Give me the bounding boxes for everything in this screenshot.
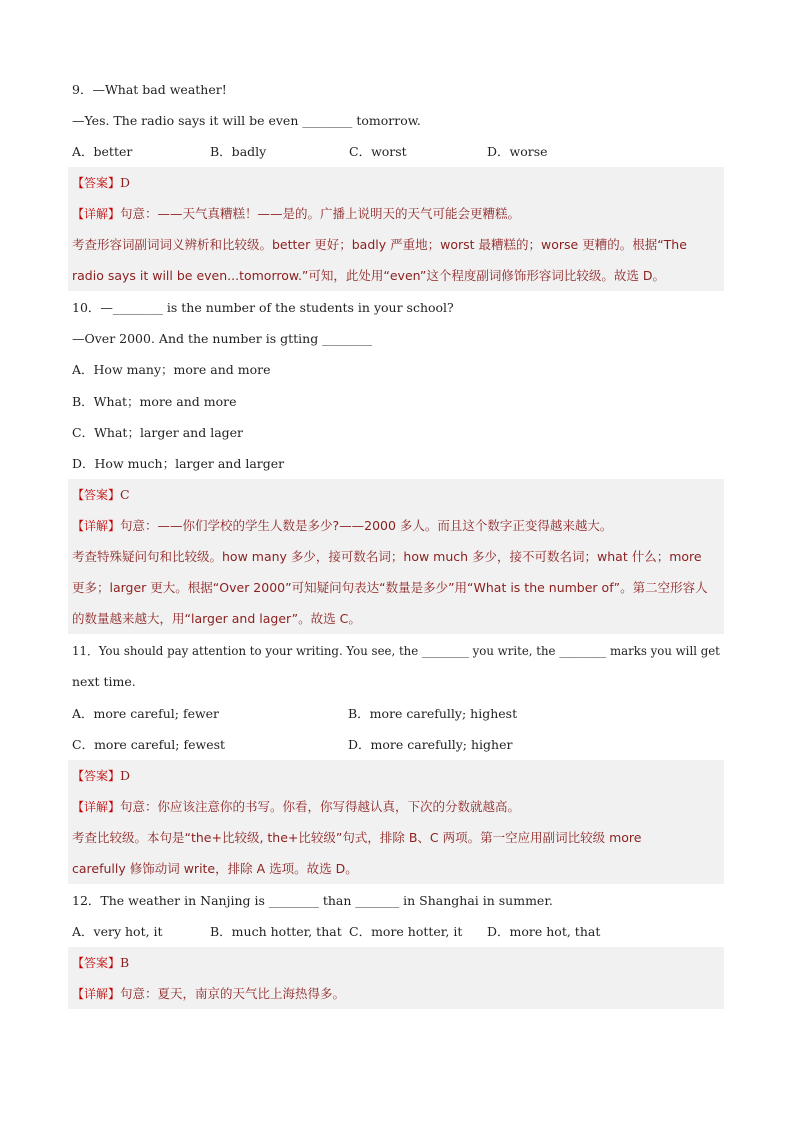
q12-answer-box [68, 947, 724, 1009]
q10-detail-3: 更多；larger 更大。根据“Over 2000”可知疑问句表达“数量是多少”用“What is the number of”。第二空形容人 [72, 580, 708, 595]
q10-option-a: A．How many；more and more [72, 362, 271, 377]
q11-answer: D [120, 768, 131, 783]
q9-detail-2: 考查形容词副词词义辨析和比较级。better 更好；badly 严重地；worst 最糟糕的；worse 更糟的。根据“The [72, 237, 687, 252]
q11-option-d: D．more carefully; higher [348, 737, 513, 752]
q11-option-c: C．more careful; fewest [72, 737, 226, 752]
q9-option-d: D．worse [487, 144, 548, 159]
q9-option-c: C．worst [349, 144, 407, 159]
q12-option-a: A．very hot, it [72, 924, 163, 939]
answer-tag: 【答案】 [72, 956, 121, 970]
q10-option-b: B．What；more and more [72, 394, 237, 409]
q10-answer: C [120, 487, 130, 502]
q9-option-a: A．better [72, 144, 133, 159]
q10-answer-line [72, 487, 130, 503]
q11-detail-1: 句意：你应该注意你的书写。你看，你写得越认真，下次的分数就越高。 [120, 799, 521, 814]
q10-option-c: C．What；larger and lager [72, 425, 244, 440]
q9-line2: —Yes. The radio says it will be even ________ tomorrow. [72, 113, 421, 128]
detail-tag: 【详解】 [72, 987, 121, 1001]
answer-tag: 【答案】 [72, 176, 121, 190]
q9-answer: D [120, 175, 131, 190]
answer-tag: 【答案】 [72, 488, 121, 502]
detail-tag: 【详解】 [72, 800, 121, 814]
q10-detail-1: 句意：——你们学校的学生人数是多少?——2000 多人。而且这个数字正变得越来越大。 [120, 518, 613, 533]
detail-tag: 【详解】 [72, 207, 121, 221]
q12-option-c: C．more hotter, it [349, 924, 463, 939]
q12-option-d: D．more hot, that [487, 924, 601, 939]
q9-detail-line [72, 206, 520, 222]
answer-tag: 【答案】 [72, 769, 121, 783]
q10-detail-2: 考查特殊疑问句和比较级。how many 多少，接可数名词；how much 多少，接不可数名词；what 什么；more [72, 549, 702, 564]
q9-detail-3: radio says it will be even...tomorrow.”可知，此处用“even”这个程度副词修饰形容词比较级。故选 D。 [72, 268, 665, 283]
q11-answer-line [72, 768, 130, 784]
q9-stem: 9．—What bad weather! [72, 82, 227, 97]
q10-answer-box [68, 479, 724, 634]
q12-answer: B [120, 955, 130, 970]
q11-detail-3: carefully 修饰动词 write，排除 A 选项。故选 D。 [72, 861, 358, 876]
q12-stem: 12．The weather in Nanjing is ________ than _______ in Shanghai in summer. [72, 893, 553, 908]
q10-detail-4: 的数量越来越大，用“larger and lager”。故选 C。 [72, 611, 361, 626]
q9-answer-box [68, 167, 724, 291]
q11-detail-line [72, 799, 520, 815]
q12-answer-line [72, 955, 129, 971]
q10-stem: 10．—________ is the number of the students in your school? [72, 300, 454, 315]
q11-detail-2: 考查比较级。本句是“the+比较级, the+比较级”句式，排除 B、C 两项。第一空应用副词比较级 more [72, 830, 642, 845]
q10-option-d: D．How much；larger and larger [72, 456, 285, 471]
q9-detail-1: 句意：——天气真糟糕！——是的。广播上说明天的天气可能会更糟糕。 [120, 206, 521, 221]
q11-option-a: A．more careful; fewer [72, 706, 220, 721]
q11-option-b: B．more carefully; highest [348, 706, 518, 721]
q12-detail-line [72, 986, 345, 1002]
q11-stem2: next time. [72, 674, 136, 689]
q12-detail-1: 句意：夏天，南京的天气比上海热得多。 [120, 986, 346, 1001]
detail-tag: 【详解】 [72, 519, 121, 533]
q9-answer-line [72, 175, 130, 191]
q12-option-b: B．much hotter, that [210, 924, 342, 939]
q10-line2: —Over 2000. And the number is gtting ________ [72, 331, 373, 346]
q11-answer-box [68, 760, 724, 884]
q11-stem: 11．You should pay attention to your writing. You see, the ________ you write, the ________ marks you will get [72, 644, 720, 658]
q9-option-b: B．badly [210, 144, 267, 159]
q10-detail-line [72, 518, 612, 534]
